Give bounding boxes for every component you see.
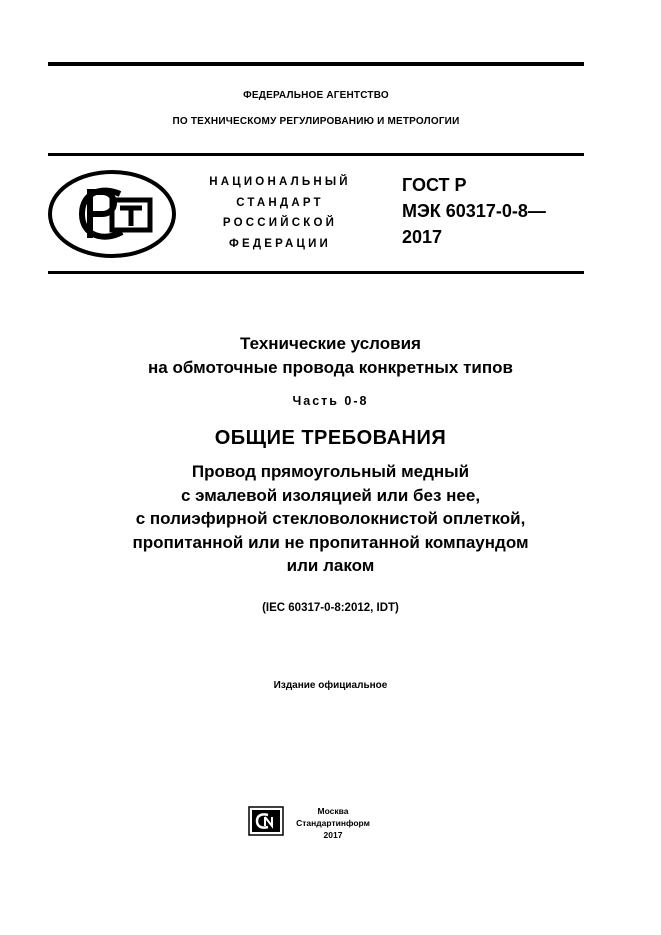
top-divider [48, 62, 584, 66]
gost-designation [402, 172, 546, 250]
title-line-2: на обмоточные провода конкретных типов [148, 358, 513, 377]
part-number: Часть 0-8 [292, 394, 369, 408]
iec-reference: (IEC 60317-0-8:2012, IDT) [262, 602, 399, 614]
subtitle-line-5: или лаком [286, 556, 375, 575]
header-bottom-divider [48, 271, 584, 274]
gost-r-certification-logo-icon [46, 168, 178, 260]
publisher-city: Москва [317, 806, 349, 816]
header-divider [48, 153, 584, 156]
standartinform-logo-icon [248, 806, 284, 836]
publisher-block [292, 805, 374, 841]
gost-line-1: ГОСТ Р [402, 175, 467, 195]
gost-line-3: 2017 [402, 227, 443, 247]
standard-type-line-2: СТАНДАРТ [236, 196, 324, 209]
subtitle-line-3: с полиэфирной стекловолокнистой оплеткой, [135, 509, 526, 528]
subtitle-line-2: с эмалевой изоляцией или без нее, [180, 485, 481, 505]
standard-type-line-3: РОССИЙСКОЙ [222, 217, 338, 229]
agency-line-1: ФЕДЕРАЛЬНОЕ АГЕНТСТВО [243, 90, 389, 101]
gost-line-2: МЭК 60317-0-8— [402, 201, 546, 221]
general-requirements-heading: ОБЩИЕ ТРЕБОВАНИЯ [214, 427, 447, 449]
subtitle-line-1: Провод прямоугольный медный [191, 462, 470, 481]
publisher-name: Стандартинформ [296, 818, 370, 828]
standard-type-line-4: ФЕДЕРАЦИИ [228, 237, 332, 250]
document-title [40, 332, 621, 380]
subtitle-line-4: пропитанной или не пропитанной компаундом [132, 532, 529, 552]
standard-type-line-1: НАЦИОНАЛЬНЫЙ [209, 176, 351, 188]
publisher-year: 2017 [323, 830, 343, 840]
edition-note: Издание официальное [273, 680, 388, 691]
document-subtitle [40, 460, 621, 578]
standard-type-block [190, 172, 370, 254]
agency-line-2: ПО ТЕХНИЧЕСКОМУ РЕГУЛИРОВАНИЮ И МЕТРОЛОГИИ [172, 116, 460, 127]
title-line-1: Технические условия [240, 334, 421, 353]
